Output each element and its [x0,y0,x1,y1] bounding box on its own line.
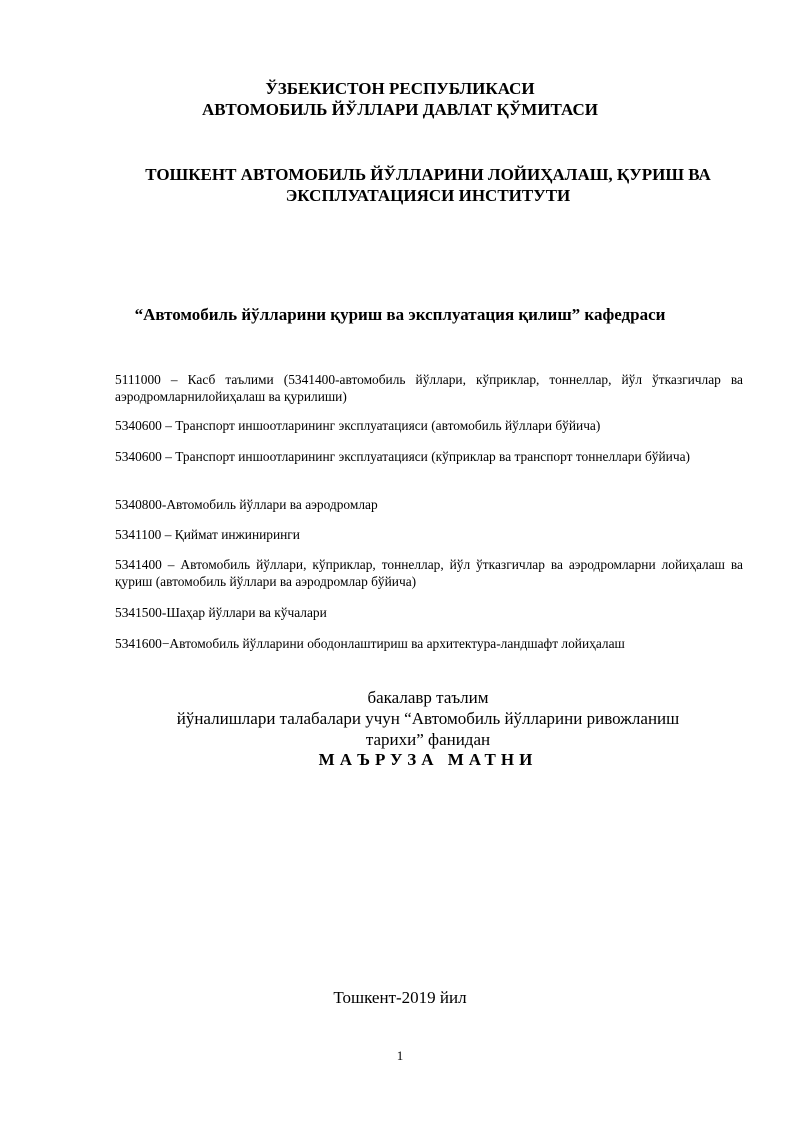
subject-line-2: йўналишлари талабалари учун “Автомобиль йўлларини ривожланиш [176,709,680,728]
specialty-item: 5341500-Шаҳар йўллари ва кўчалари [115,605,327,620]
subject-block [150,687,706,750]
page-number: 1 [396,1048,404,1063]
document-title: МАЪРУЗА МАТНИ [318,750,538,769]
specialty-item: 5340600 – Транспорт иншоотларининг эксплуатацияси (кўприклар ва транспорт тоннеллари бўйича) [115,449,690,464]
institute-line-2: ЭКСПЛУАТАЦИЯСИ ИНСТИТУТИ [285,186,571,205]
department-name: “Автомобиль йўлларини қуриш ва эксплуатация қилиш” кафедраси [134,305,666,324]
specialty-item: 5341600−Автомобиль йўлларини ободонлаштириш ва архитектура-ландшафт лойиҳалаш [115,636,625,651]
specialty-item: 5341400 – Автомобиль йўллари, кўприклар, тоннеллар, йўл ўтказгичлар ва аэродромларни лойиҳалаш ва қуриш (автомобиль йўллари ва аэродромлар бўйича) [115,557,743,589]
institute-line-1: ТОШКЕНТ АВТОМОБИЛЬ ЙЎЛЛАРИНИ ЛОЙИҲАЛАШ, ҚУРИШ ВА [145,165,711,184]
specialty-item: 5341100 – Қиймат инжиниринги [115,527,300,542]
subject-line-1: бакалавр таълим [367,688,489,707]
institute-name [100,164,756,206]
subject-line-3: тарихи” фанидан [365,730,491,749]
header-line-2: АВТОМОБИЛЬ ЙЎЛЛАРИ ДАВЛАТ ҚЎМИТАСИ [202,100,598,119]
city-year: Тошкент-2019 йил [333,988,467,1007]
ministry-header [0,78,800,120]
specialty-item: 5340600 – Транспорт иншоотларининг эксплуатацияси (автомобиль йўллари бўйича) [115,418,601,433]
specialty-item: 5111000 – Касб таълими (5341400-автомобиль йўллари, кўприклар, тоннеллар, йўл ўтказгичлар ва аэродромларнилойиҳалаш ва қурилиши) [115,372,743,404]
header-line-1: ЎЗБЕКИСТОН РЕСПУБЛИКАСИ [265,79,535,98]
specialty-item: 5340800-Автомобиль йўллари ва аэродромлар [115,497,378,512]
